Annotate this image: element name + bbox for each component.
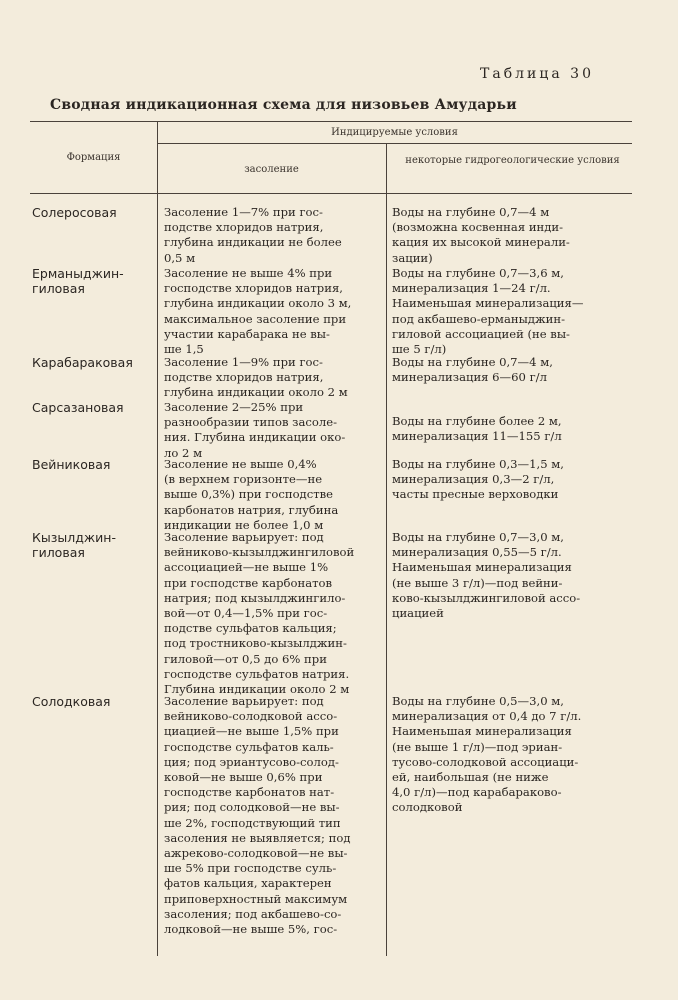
header-hydro: некоторые гидрогеологические условия (405, 155, 620, 166)
formation-name: Ерманыджин- гиловая (32, 266, 124, 297)
hydro-cell: Воды на глубине 0,7—3,0 м, минерализация 0,55—5 г/л. Наименьшая минерализация (не выше 3 г/л)—под вейни- ково-кызылджингиловой ассо- циацией (392, 530, 581, 621)
salinity-cell: Засоление 1—9% при гос- подстве хлоридов натрия, глубина индикации около 2 м (164, 355, 348, 400)
header-sub-rule (157, 143, 632, 144)
table-number: Таблица 30 (480, 66, 594, 82)
hydro-cell: Воды на глубине 0,7—4 м, минерализация 6—60 г/л (392, 355, 553, 385)
column-divider-1 (157, 121, 158, 956)
salinity-cell: Засоление не выше 4% при господстве хлоридов натрия, глубина индикации около 3 м, максимальное засоление при участии карабарака не вы- ше 1,5 (164, 266, 352, 357)
header-formation: Формация (66, 152, 121, 163)
header-bottom-rule (30, 193, 632, 194)
hydro-cell: Воды на глубине более 2 м, минерализация 11—155 г/л (392, 414, 562, 444)
hydro-cell: Воды на глубине 0,3—1,5 м, минерализация 0,3—2 г/л, часты пресные верховодки (392, 457, 564, 502)
table-title: Сводная индикационная схема для низовьев Амударьи (50, 97, 517, 113)
salinity-cell: Засоление 2—25% при разнообразии типов засоле- ния. Глубина индикации око- ло 2 м (164, 400, 346, 460)
formation-name: Солеросовая (32, 205, 117, 220)
salinity-cell: Засоление 1—7% при гос- подстве хлоридов натрия, глубина индикации не более 0,5 м (164, 205, 342, 265)
hydro-cell: Воды на глубине 0,7—3,6 м, минерализация 1—24 г/л. Наименьшая минерализация— под акбашево-ерманыджин- гиловой ассоциацией (не вы- ше 5 г/л) (392, 266, 584, 357)
salinity-cell: Засоление варьирует: под вейниково-кызылджингиловой ассоциацией—не выше 1% при господстве карбонатов натрия; под кызылджингило- вой—от 0,4—1,5% при гос- подстве сульфатов кальция; под тростниково-кызылджин- гиловой—от 0,5 до 6% при господстве сульфатов натрия. Глубина индикации около 2 м (164, 530, 355, 697)
formation-name: Солодковая (32, 694, 111, 709)
formation-name: Вейниковая (32, 457, 111, 472)
hydro-cell: Воды на глубине 0,7—4 м (возможна косвенная инди- кация их высокой минерали- зации) (392, 205, 570, 265)
formation-name: Сарсазановая (32, 400, 124, 415)
header-salinity: засоление (244, 164, 299, 175)
header-indicated-conditions: Индицируемые условия (331, 127, 458, 138)
salinity-cell: Засоление не выше 0,4% (в верхнем горизонте—не выше 0,3%) при господстве карбонатов натрия, глубина индикации не более 1,0 м (164, 457, 339, 532)
table-top-rule (30, 121, 632, 122)
salinity-cell: Засоление варьирует: под вейниково-солодковой ассо- циацией—не выше 1,5% при господстве сульфатов каль- ция; под эриантусово-солод- ковой—не выше 0,6% при господстве карбонатов нат- рия; под солодковой—не вы- ше 2%, господствующий тип засоления не выявляется; под ажреково-солодковой—не вы- ше 5% при господстве суль- фатов кальция, характерен приповерхностный максимум засоления; под акбашево-со- лодковой—не выше 5%, гос- (164, 694, 351, 937)
formation-name: Карабараковая (32, 355, 133, 370)
hydro-cell: Воды на глубине 0,5—3,0 м, минерализация от 0,4 до 7 г/л. Наименьшая минерализация (не выше 1 г/л)—под эриан- тусово-солодковой ассоциаци- ей, наибольшая (не ниже 4,0 г/л)—под карабараково- солодковой (392, 694, 582, 815)
formation-name: Кызылджин- гиловая (32, 530, 116, 561)
